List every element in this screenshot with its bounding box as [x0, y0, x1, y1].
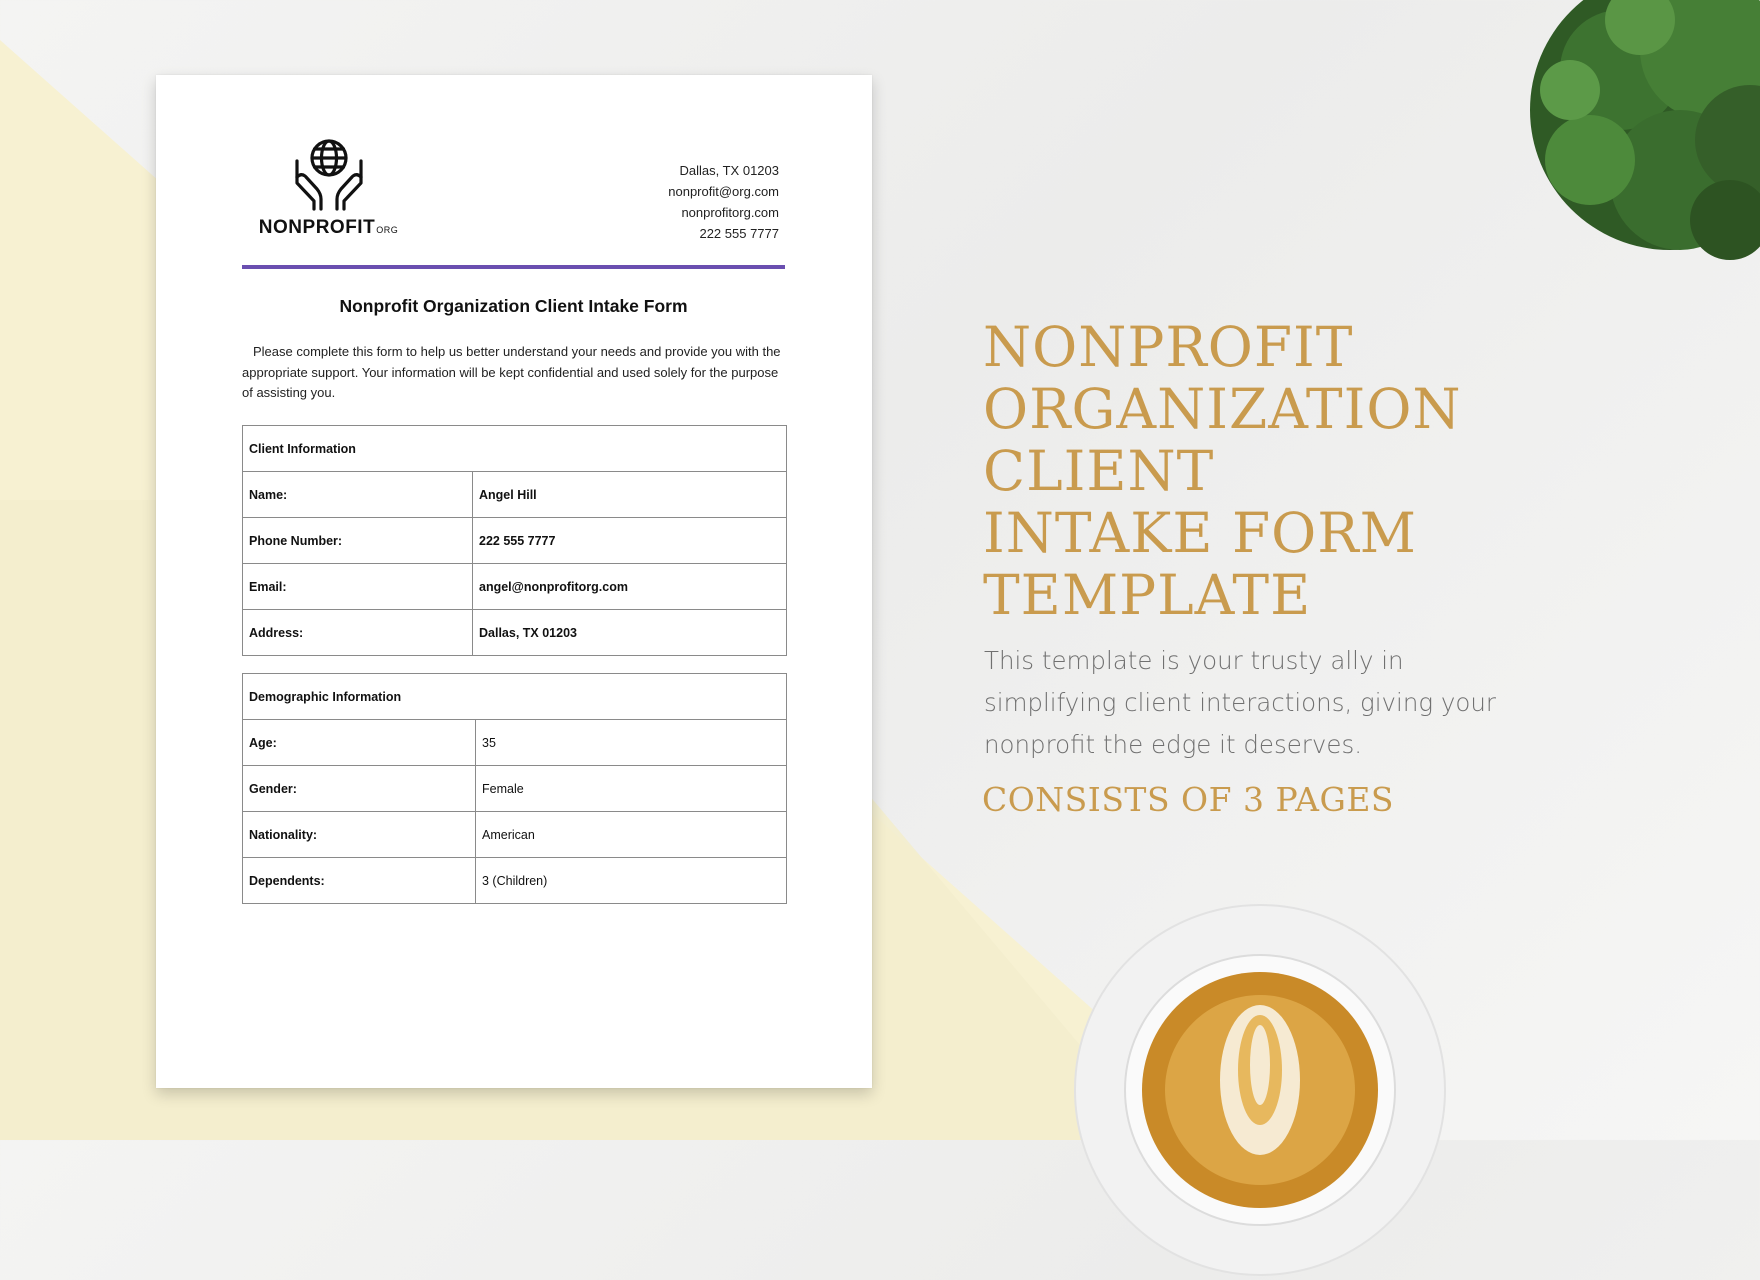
field-value: Angel Hill: [473, 472, 787, 518]
field-label: Gender:: [243, 766, 476, 812]
field-value: Female: [476, 766, 787, 812]
promo-title-line: NONPROFIT: [983, 315, 1354, 379]
promo-title-line: TEMPLATE: [983, 563, 1312, 627]
table-row: [243, 812, 787, 858]
demographic-information-table: [242, 673, 787, 904]
field-label: Nationality:: [243, 812, 476, 858]
field-label: Address:: [243, 610, 473, 656]
contact-email: nonprofit@org.com: [668, 184, 779, 199]
plant-decoration: [1500, 0, 1760, 290]
table-row: [243, 564, 787, 610]
contact-website: nonprofitorg.com: [681, 205, 779, 220]
section-heading: Demographic Information: [243, 674, 787, 720]
contact-phone: 222 555 7777: [699, 226, 779, 241]
brand-name: NONPROFITORG: [258, 217, 399, 238]
field-value: 35: [476, 720, 787, 766]
field-value: 222 555 7777: [473, 518, 787, 564]
contact-block: [668, 160, 779, 244]
table-row: [243, 518, 787, 564]
page-count-note: CONSISTS OF 3 PAGES: [982, 780, 1395, 819]
form-document-page: [156, 75, 872, 1088]
field-value: American: [476, 812, 787, 858]
field-label: Phone Number:: [243, 518, 473, 564]
client-information-table: [242, 425, 787, 656]
field-value: Dallas, TX 01203: [473, 610, 787, 656]
coffee-cup-decoration: [1070, 900, 1450, 1280]
field-value: angel@nonprofitorg.com: [473, 564, 787, 610]
organization-logo: [246, 137, 411, 239]
table-row: [243, 472, 787, 518]
field-label: Age:: [243, 720, 476, 766]
table-row: [243, 858, 787, 904]
header-divider: [242, 265, 785, 269]
table-row: [243, 766, 787, 812]
globe-hands-icon: [292, 137, 366, 211]
promo-title-line: ORGANIZATION: [983, 377, 1462, 441]
field-label: Email:: [243, 564, 473, 610]
promo-title-line: CLIENT: [983, 439, 1215, 503]
promo-description: This template is your trusty ally in simplifying client interactions, giving your nonprofit the edge it deserves.: [984, 646, 1496, 759]
form-intro: Please complete this form to help us better understand your needs and provide you with the appropriate support. Your information will be kept confidential and used solely for the purpose of assisting you.: [242, 344, 781, 400]
promo-title: [983, 316, 1543, 626]
field-label: Name:: [243, 472, 473, 518]
form-title: Nonprofit Organization Client Intake Form: [339, 296, 688, 316]
section-heading: Client Information: [243, 426, 787, 472]
table-row: [243, 610, 787, 656]
table-row: [243, 720, 787, 766]
promo-title-line: INTAKE FORM: [983, 501, 1417, 565]
field-label: Dependents:: [243, 858, 476, 904]
field-value: 3 (Children): [476, 858, 787, 904]
contact-city: Dallas, TX 01203: [679, 163, 779, 178]
